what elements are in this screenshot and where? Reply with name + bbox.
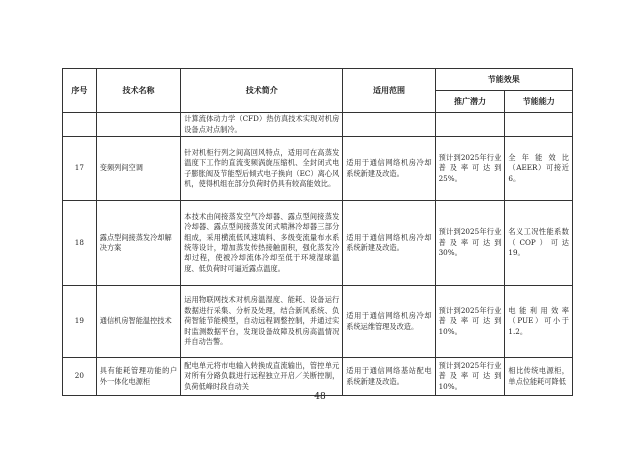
cell-seq: 19 xyxy=(63,286,97,358)
cell-intro: 配电单元将市电输入转换成直流输出，管控单元对所有分路负载进行远程独立开启／关断控制，负荷低峰时段自动关 xyxy=(181,358,343,396)
cell-capacity: 全年能效比（AEER）可接近6。 xyxy=(505,137,573,201)
cell-potential: 预计到2025年行业普及率可达到10%。 xyxy=(435,358,505,396)
cell-name xyxy=(96,113,180,137)
table-row xyxy=(63,358,573,396)
cell-name: 露点型间接蒸发冷却解决方案 xyxy=(96,201,180,286)
cell-scope xyxy=(343,113,435,137)
table-row xyxy=(63,201,573,286)
cell-name: 具有能耗管理功能的户外一体化电源柜 xyxy=(96,358,180,396)
header-seq: 序号 xyxy=(63,69,97,113)
table-header-row xyxy=(63,69,573,91)
header-capacity: 节能能力 xyxy=(505,91,573,113)
header-potential: 推广潜力 xyxy=(435,91,505,113)
header-name: 技术名称 xyxy=(96,69,180,113)
header-intro: 技术简介 xyxy=(181,69,343,113)
cell-potential: 预计到2025年行业普及率可达到30%。 xyxy=(435,201,505,286)
table-row xyxy=(63,286,573,358)
cell-intro: 本技术由间接蒸发空气冷却器、露点型间接蒸发冷却器、露点型间接蒸发闭式喷淋冷却器三部分组成，采用横流低风速填料、多级变流量布水系统等设计，增加蒸发传热接触面积，强化蒸发冷却过程，使被冷却流体冷却至低于环境湿球温度、低负荷时可逼近露点温度。 xyxy=(181,201,343,286)
cell-seq: 20 xyxy=(63,358,97,396)
cell-seq xyxy=(63,113,97,137)
cell-capacity: 名义工况性能系数（COP）可达19。 xyxy=(505,201,573,286)
table-row-continuation xyxy=(63,113,573,137)
cell-seq: 18 xyxy=(63,201,97,286)
cell-intro: 针对机柜行列之间高回风特点，适用可在高蒸发温度下工作的直流变频涡旋压缩机、全封闭式电子膨胀阀及节能型后倾式电子换向（EC）离心风机，使得机组在部分负荷时仍具有较高能效比。 xyxy=(181,137,343,201)
cell-name: 变频列间空调 xyxy=(96,137,180,201)
cell-intro: 计算流体动力学（CFD）热仿真技术实现对机房设备点对点制冷。 xyxy=(181,113,343,137)
cell-seq: 17 xyxy=(63,137,97,201)
page-number: 48 xyxy=(314,392,326,402)
cell-capacity: 电能利用效率（PUE）可小于1.2。 xyxy=(505,286,573,358)
cell-scope: 适用于通信网络机房冷却系统新建及改造。 xyxy=(343,201,435,286)
header-scope: 适用范围 xyxy=(343,69,435,113)
header-effect: 节能效果 xyxy=(435,69,572,91)
cell-potential: 预计到2025年行业普及率可达到25%。 xyxy=(435,137,505,201)
cell-capacity xyxy=(505,113,573,137)
cell-intro: 运用物联网技术对机房温湿度、能耗、设备运行数据进行采集、分析及处理，结合新风系统、负荷智能节能模型，自动远程调整控制，并通过实时监测数据平台，发现设备故障及机房高温情况并自动告警。 xyxy=(181,286,343,358)
cell-scope: 适用于通信网络机房冷却系统运维管理及改造。 xyxy=(343,286,435,358)
cell-name: 通信机房智能温控技术 xyxy=(96,286,180,358)
cell-potential xyxy=(435,113,505,137)
cell-scope: 适用于通信网络基站配电系统新建及改造。 xyxy=(343,358,435,396)
cell-potential: 预计到2025年行业普及率可达到10%。 xyxy=(435,286,505,358)
cell-scope: 适用于通信网络机房冷却系统新建及改造。 xyxy=(343,137,435,201)
table-row xyxy=(63,137,573,201)
technology-table xyxy=(62,68,573,396)
cell-capacity: 相比传统电源柜，单点位能耗可降低 xyxy=(505,358,573,396)
